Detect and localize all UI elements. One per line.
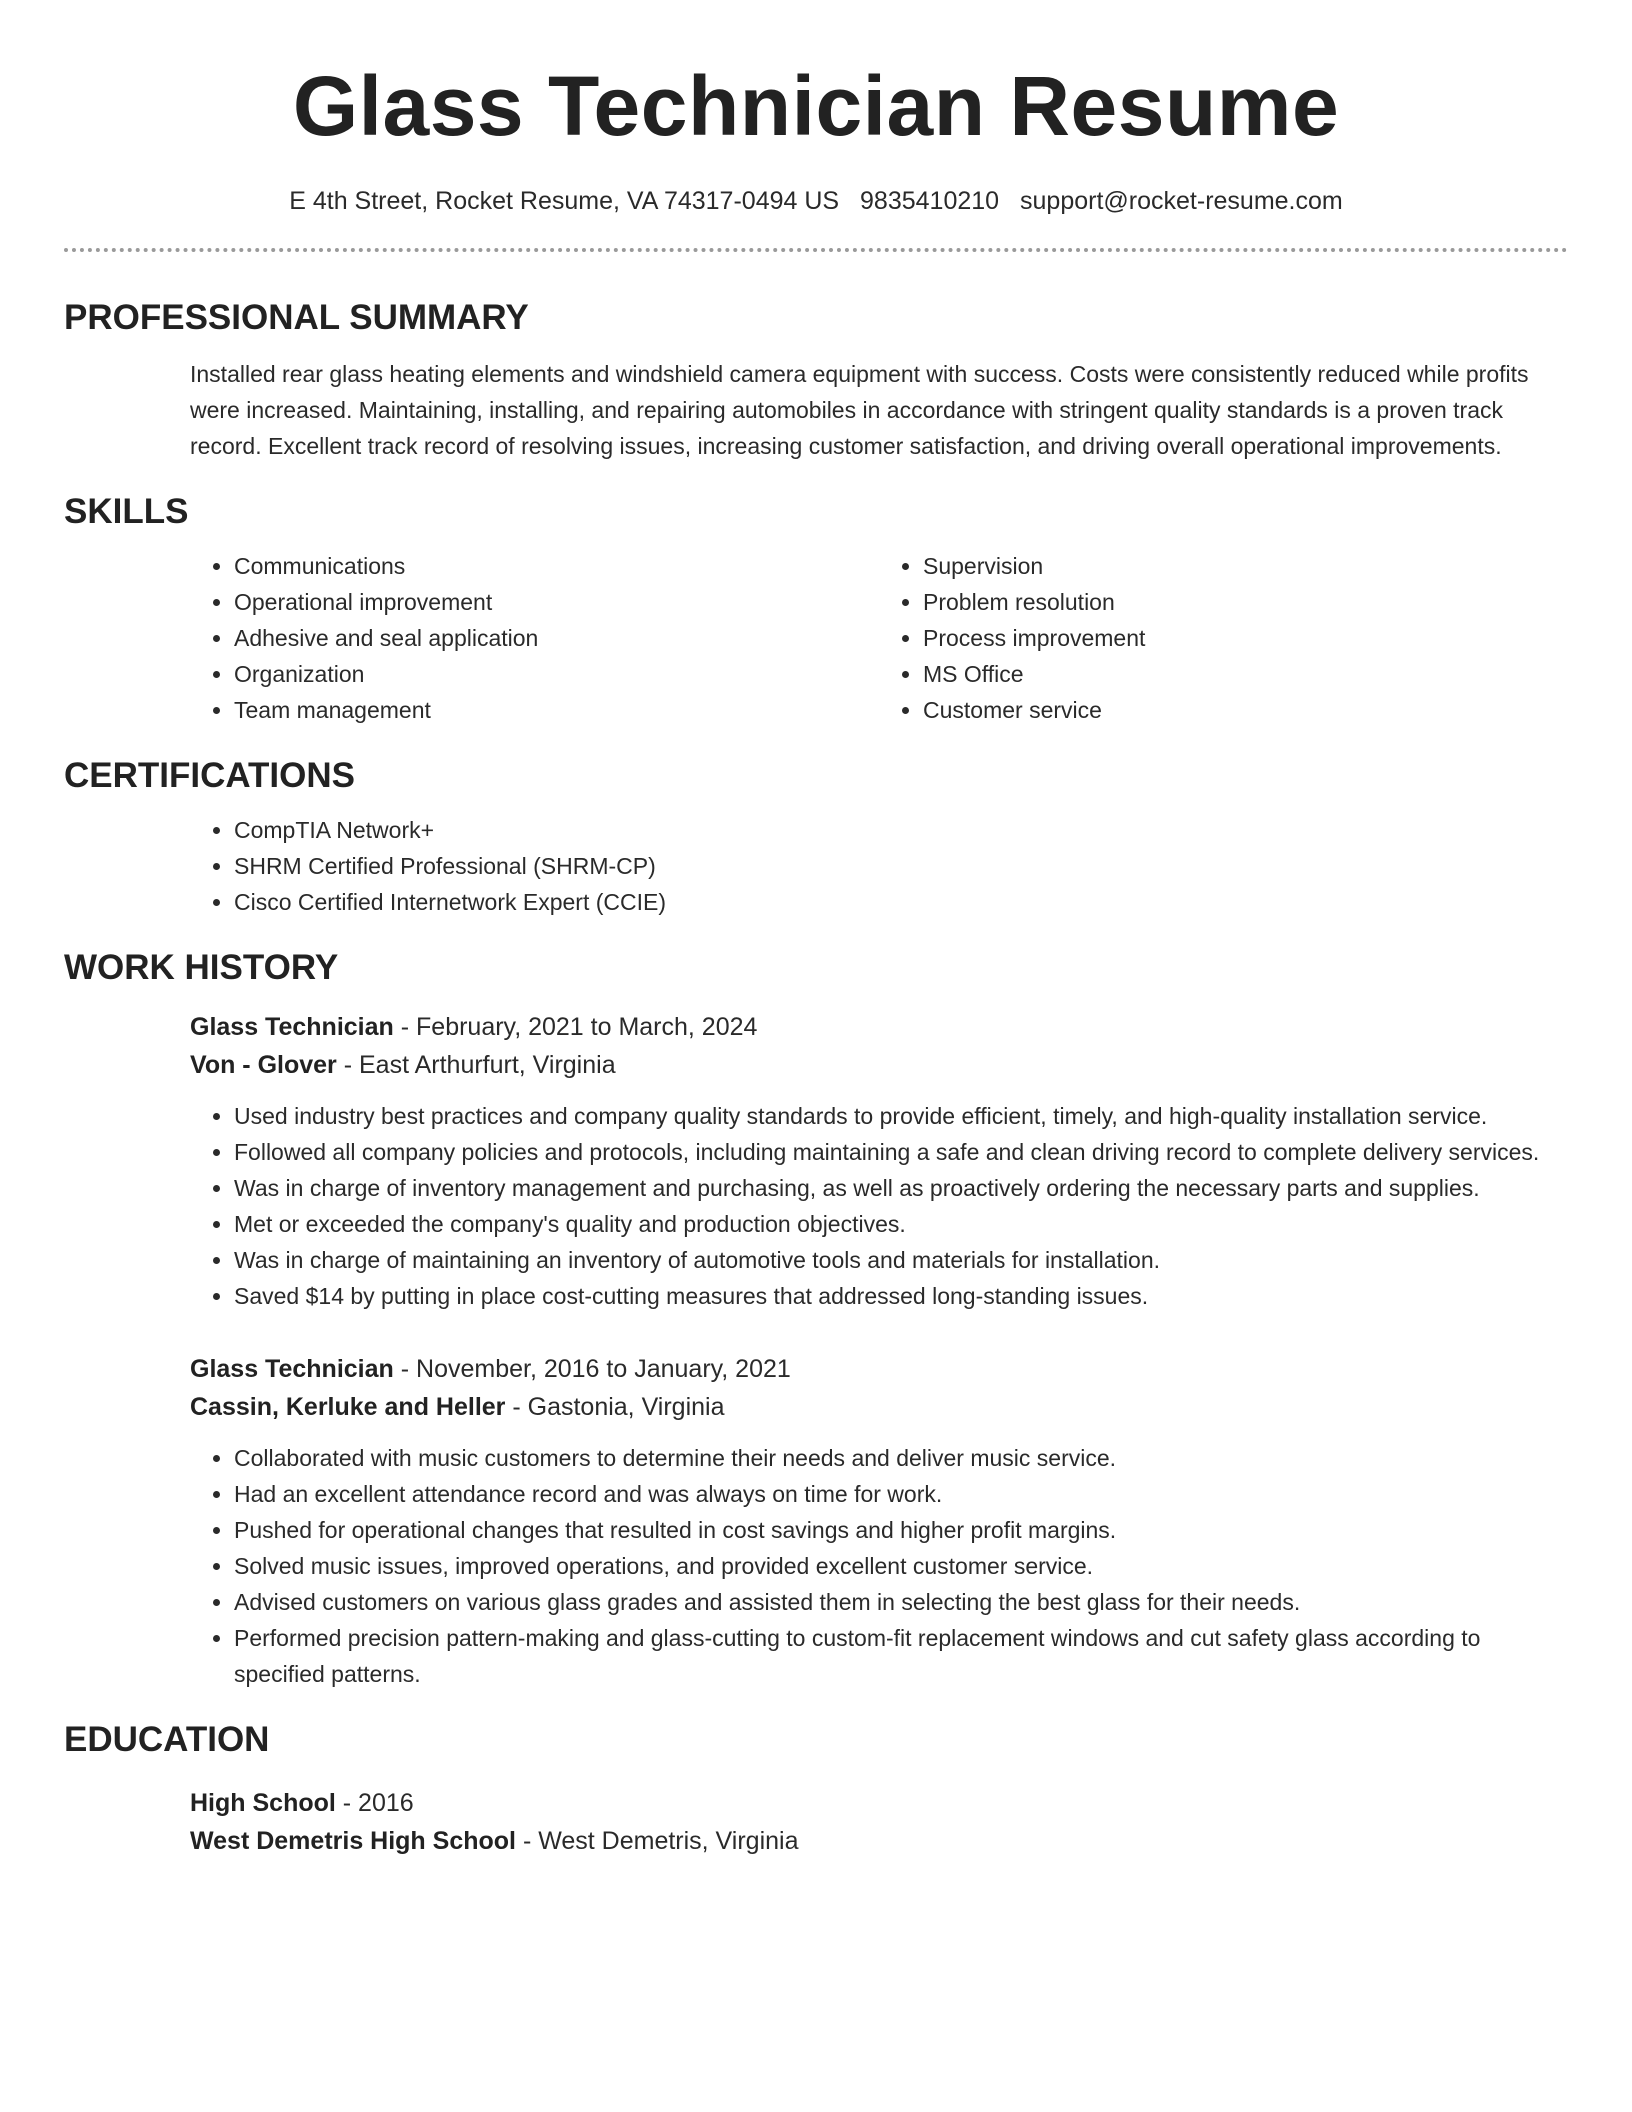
resume-title: Glass Technician Resume xyxy=(292,59,1340,153)
skill-item: • Problem resolution xyxy=(923,584,1568,620)
skills-section xyxy=(64,490,1568,728)
job-bullet: • Had an excellent attendance record and was always on time for work. xyxy=(234,1476,1568,1512)
contact-line xyxy=(64,184,1568,218)
job-bullet: • Was in charge of maintaining an inventory of automotive tools and materials for installation. xyxy=(234,1242,1568,1278)
job-entry xyxy=(190,1008,1568,1314)
skills-list-right xyxy=(879,548,1568,728)
job-entry xyxy=(190,1350,1568,1692)
job-location: - East Arthurfurt, Virginia xyxy=(336,1051,616,1079)
job-bullet: • Solved music issues, improved operations, and provided excellent customer service. xyxy=(234,1548,1568,1584)
job-title: Glass Technician xyxy=(190,1013,394,1041)
work-history-section xyxy=(64,946,1568,1692)
skill-item: • Adhesive and seal application xyxy=(234,620,879,656)
job-location: - Gastonia, Virginia xyxy=(505,1393,725,1421)
summary-text: Installed rear glass heating elements and windshield camera equipment with success. Costs were consistently reduced while profits were increased. Maintaining, installing, and repairing automobiles in accordance with stringent quality standards is a proven track record. Excellent track record of resolving issues, increasing customer satisfaction, and driving overall operational improvements. xyxy=(190,361,1529,459)
work-history-heading: WORK HISTORY xyxy=(64,948,339,987)
education-entry xyxy=(190,1784,1568,1860)
certifications-body xyxy=(190,812,1568,920)
job-bullet: • Saved $14 by putting in place cost-cutting measures that addressed long-standing issues. xyxy=(234,1278,1568,1314)
contact-email: support@rocket-resume.com xyxy=(1020,187,1343,215)
job-title-line xyxy=(190,1008,1568,1046)
certifications-list xyxy=(190,812,1568,920)
education-location: - West Demetris, Virginia xyxy=(516,1827,799,1855)
skill-item: • Team management xyxy=(234,692,879,728)
job-bullets xyxy=(190,1098,1568,1314)
job-company: Von - Glover xyxy=(190,1051,337,1079)
skill-item: • MS Office xyxy=(923,656,1568,692)
job-bullet: • Performed precision pattern-making and glass-cutting to custom-fit replacement windows and cut safety glass according to specified patterns. xyxy=(234,1620,1568,1692)
resume-page xyxy=(64,0,1568,1860)
job-bullet: • Used industry best practices and company quality standards to provide efficient, timely, and high-quality installation service. xyxy=(234,1098,1568,1134)
job-company-line xyxy=(190,1388,1568,1426)
education-degree-line xyxy=(190,1784,1568,1822)
contact-phone: 9835410210 xyxy=(860,187,1000,215)
job-bullet: • Followed all company policies and protocols, including maintaining a safe and clean driving record to complete delivery services. xyxy=(234,1134,1568,1170)
education-section xyxy=(64,1718,1568,1860)
certification-item: • CompTIA Network+ xyxy=(234,812,1568,848)
skill-item: • Process improvement xyxy=(923,620,1568,656)
job-bullet: • Advised customers on various glass grades and assisted them in selecting the best glass for their needs. xyxy=(234,1584,1568,1620)
skills-heading: SKILLS xyxy=(64,492,189,531)
skill-item: • Supervision xyxy=(923,548,1568,584)
skills-grid xyxy=(190,548,1568,728)
job-bullet: • Met or exceeded the company's quality and production objectives. xyxy=(234,1206,1568,1242)
education-school-line xyxy=(190,1822,1568,1860)
skills-list-left xyxy=(190,548,879,728)
education-degree: High School xyxy=(190,1789,336,1817)
education-school: West Demetris High School xyxy=(190,1827,516,1855)
certification-item: • Cisco Certified Internetwork Expert (CCIE) xyxy=(234,884,1568,920)
job-dates: - November, 2016 to January, 2021 xyxy=(393,1355,791,1383)
summary-section xyxy=(64,296,1568,464)
contact-address: E 4th Street, Rocket Resume, VA 74317-0494 US xyxy=(289,187,840,215)
skill-item: • Organization xyxy=(234,656,879,692)
job-bullet: • Was in charge of inventory management and purchasing, as well as proactively ordering the necessary parts and supplies. xyxy=(234,1170,1568,1206)
certification-item: • SHRM Certified Professional (SHRM-CP) xyxy=(234,848,1568,884)
skill-item: • Operational improvement xyxy=(234,584,879,620)
certifications-heading: CERTIFICATIONS xyxy=(64,756,356,795)
education-year: - 2016 xyxy=(335,1789,414,1817)
education-heading: EDUCATION xyxy=(64,1720,270,1759)
skill-item: • Customer service xyxy=(923,692,1568,728)
summary-heading: PROFESSIONAL SUMMARY xyxy=(64,298,529,337)
header-divider xyxy=(64,248,1568,252)
job-company-line xyxy=(190,1046,1568,1084)
job-company: Cassin, Kerluke and Heller xyxy=(190,1393,506,1421)
job-title: Glass Technician xyxy=(190,1355,394,1383)
job-bullets xyxy=(190,1440,1568,1692)
job-bullet: • Collaborated with music customers to determine their needs and deliver music service. xyxy=(234,1440,1568,1476)
job-title-line xyxy=(190,1350,1568,1388)
certifications-section xyxy=(64,754,1568,920)
job-dates: - February, 2021 to March, 2024 xyxy=(393,1013,758,1041)
skill-item: • Communications xyxy=(234,548,879,584)
job-bullet: • Pushed for operational changes that resulted in cost savings and higher profit margins. xyxy=(234,1512,1568,1548)
